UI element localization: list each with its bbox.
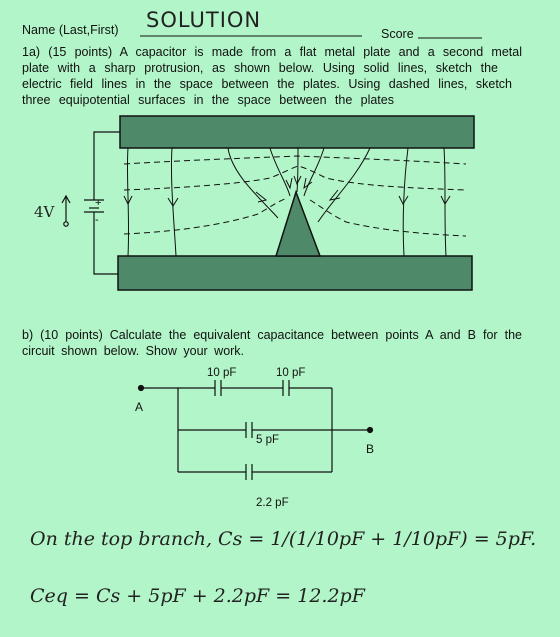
name-value: SOLUTION	[146, 8, 262, 32]
cap-top-left-label: 10 pF	[207, 367, 237, 379]
cap-bottom-label: 2.2 pF	[256, 497, 289, 509]
solution-line-1: On the top branch, Cs = 1/(1/10pF + 1/10pF) = 5pF.	[30, 528, 537, 550]
battery-plus: +	[95, 197, 102, 209]
battery-minus: -	[95, 214, 99, 226]
part-a-line-3: electric field lines in the space between the plates. Using dashed lines, sketch	[22, 77, 512, 91]
part-a-line-2: plate with a sharp protrusion, as shown below. Using solid lines, sketch the	[22, 61, 498, 75]
point-b-label: B	[366, 442, 375, 456]
point-a-label: A	[135, 400, 144, 414]
part-a-line-4: three equipotential surfaces in the space between the plates	[22, 93, 394, 107]
cap-middle-label: 5 pF	[256, 434, 280, 446]
cap-top-right-label: 10 pF	[276, 367, 306, 379]
part-b-line-1: b) (10 points) Calculate the equivalent capacitance between points A and B for the	[22, 328, 522, 342]
top-plate	[120, 116, 474, 148]
capacitor-circuit	[139, 380, 373, 480]
part-b-line-2: circuit shown below. Show your work.	[22, 344, 245, 358]
bottom-plate	[118, 256, 472, 290]
node-b	[368, 428, 373, 433]
battery-circuit	[62, 132, 120, 274]
part-a-line-1: 1a) (15 points) A capacitor is made from a flat metal plate and a second metal	[22, 45, 522, 59]
battery-label: 4V	[34, 203, 55, 221]
name-label: Name (Last,First)	[22, 23, 119, 37]
score-label: Score	[381, 27, 414, 41]
solution-line-2: Ceq = Cs + 5pF + 2.2pF = 12.2pF	[30, 585, 365, 607]
